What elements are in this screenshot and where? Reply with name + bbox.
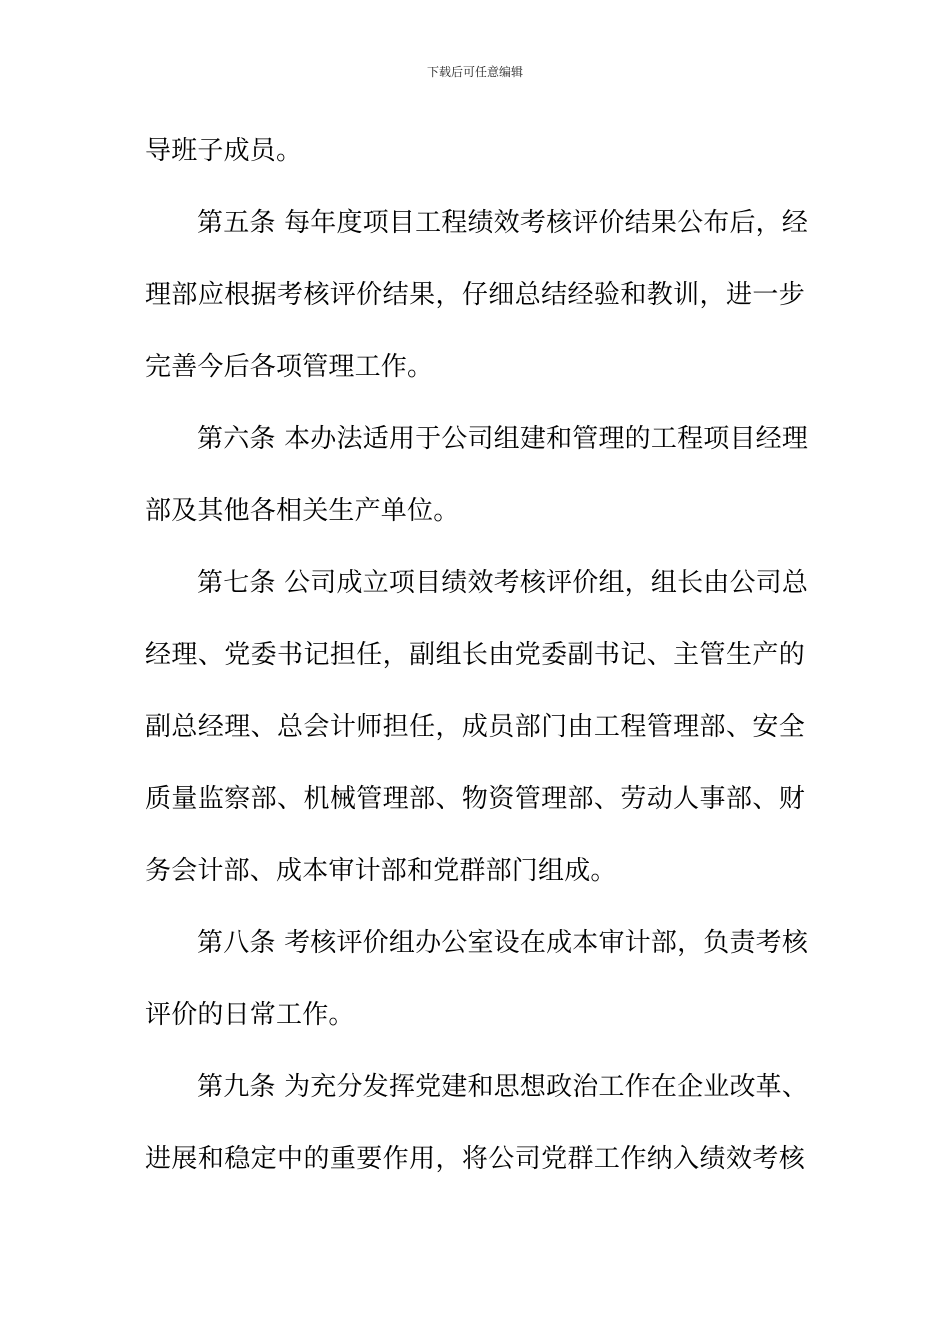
text-line: 进展和稳定中的重要作用，将公司党群工作纳入绩效考核 — [145, 1144, 805, 1174]
page-header: 下载后可任意编辑 — [426, 65, 523, 79]
article-8-heading-line: 第八条 考核评价组办公室设在成本审计部，负责考核 — [197, 928, 809, 958]
text-line: 理部应根据考核评价结果，仔细总结经验和教训，进一步 — [145, 280, 805, 310]
text-line: 评价的日常工作。 — [145, 1000, 355, 1030]
text-line: 导班子成员。 — [145, 136, 303, 166]
text-line: 完善今后各项管理工作。 — [145, 352, 434, 382]
text-line: 经理、党委书记担任，副组长由党委副书记、主管生产的 — [145, 640, 805, 670]
article-9-heading-line: 第九条 为充分发挥党建和思想政治工作在企业改革、 — [197, 1072, 809, 1102]
text-line: 务会计部、成本审计部和党群部门组成。 — [145, 856, 617, 886]
text-line: 质量监察部、机械管理部、物资管理部、劳动人事部、财 — [145, 784, 805, 814]
text-line: 副总经理、总会计师担任，成员部门由工程管理部、安全 — [145, 712, 805, 742]
text-line: 部及其他各相关生产单位。 — [145, 496, 460, 526]
article-5-heading-line: 第五条 每年度项目工程绩效考核评价结果公布后，经 — [197, 208, 809, 238]
article-6-heading-line: 第六条 本办法适用于公司组建和管理的工程项目经理 — [197, 424, 809, 454]
document-body — [145, 128, 809, 1208]
article-7-heading-line: 第七条 公司成立项目绩效考核评价组，组长由公司总 — [197, 568, 809, 598]
